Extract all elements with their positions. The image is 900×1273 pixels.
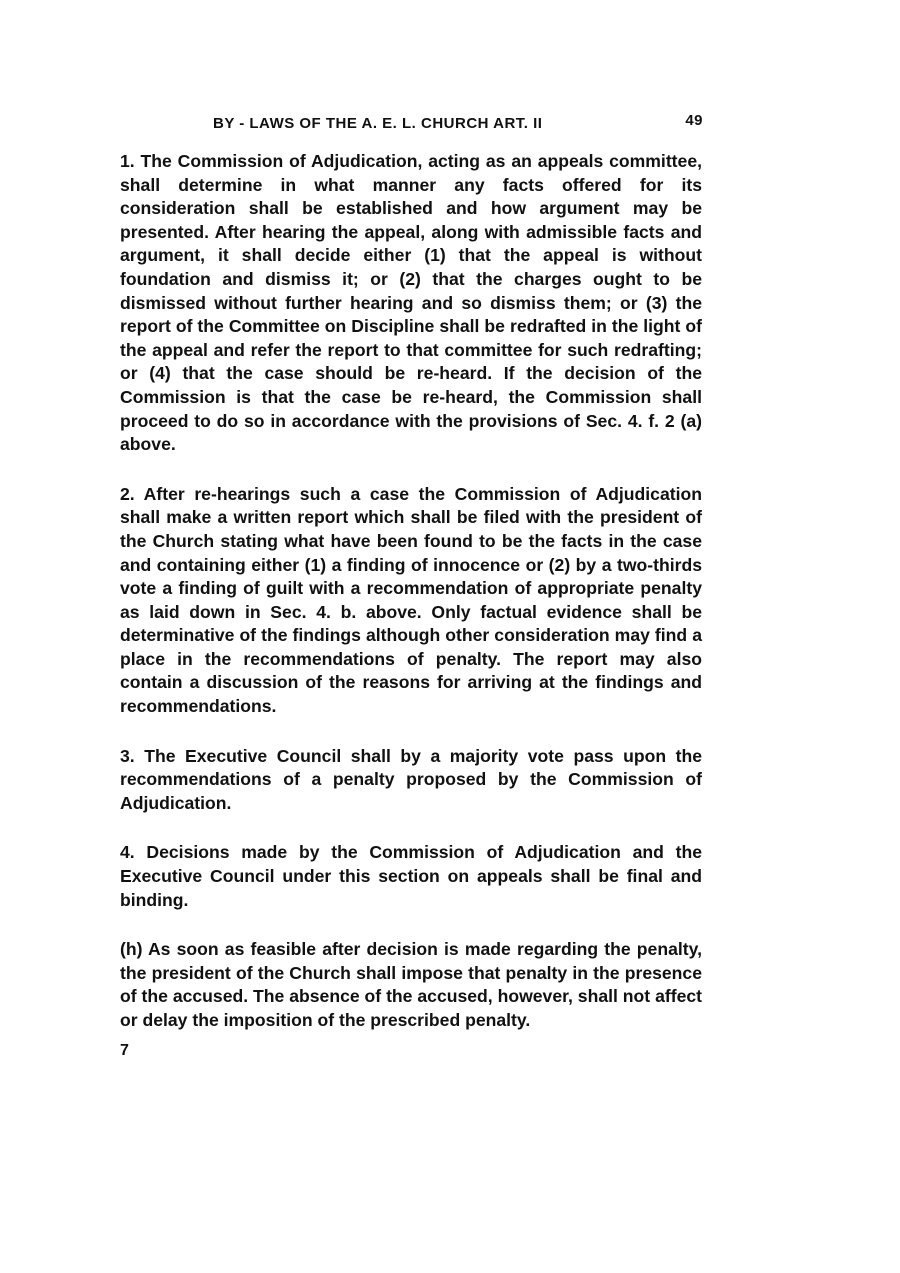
- paragraph-2: 2. After re-hearings such a case the Commission of Adjudication shall make a written report which shall be filed with the president of the Church stating what have been found to be the facts in the case and containing either (1) a finding of innocence or (2) by a two-thirds vote a finding of guilt with a recommendation of appropriate penalty as laid down in Sec. 4. b. above. Only factual evidence shall be determinative of the findings although other consideration may find a place in the recommendations of penalty. The report may also contain a discussion of the reasons for arriving at the findings and recommendations.: [120, 483, 702, 717]
- page-number: 49: [685, 112, 703, 129]
- paragraph-4: 4. Decisions made by the Commission of Adjudication and the Executive Council under this section on appeals shall be final and binding.: [120, 842, 702, 910]
- header-title: BY - LAWS OF THE A. E. L. CHURCH ART. II: [213, 115, 543, 132]
- running-header: [213, 112, 703, 139]
- body-text: [120, 150, 702, 1033]
- signature-mark: 7: [120, 1042, 129, 1059]
- paragraph-h: (h) As soon as feasible after decision is made regarding the penalty, the president of the Church shall impose that penalty in the presence of the accused. The absence of the accused, however, shall not affect or delay the imposition of the prescribed penalty.: [120, 939, 702, 1030]
- paragraph-1: 1. The Commission of Adjudication, acting as an appeals committee, shall determine in what manner any facts offered for its consideration shall be established and how argument may be presented. After hearing the appeal, along with admissible facts and argument, it shall decide either (1) that the appeal is without foundation and dismiss it; or (2) that the charges ought to be dismissed without further hearing and so dismiss them; or (3) the report of the Committee on Discipline shall be redrafted in the light of the appeal and refer the report to that committee for such redrafting; or (4) that the case should be re-heard. If the decision of the Commission is that the case be re-heard, the Commission shall proceed to do so in accordance with the provisions of Sec. 4. f. 2 (a) above.: [120, 151, 702, 455]
- paragraph-3: 3. The Executive Council shall by a majority vote pass upon the recommendations of a penalty proposed by the Commission of Adjudication.: [120, 745, 702, 813]
